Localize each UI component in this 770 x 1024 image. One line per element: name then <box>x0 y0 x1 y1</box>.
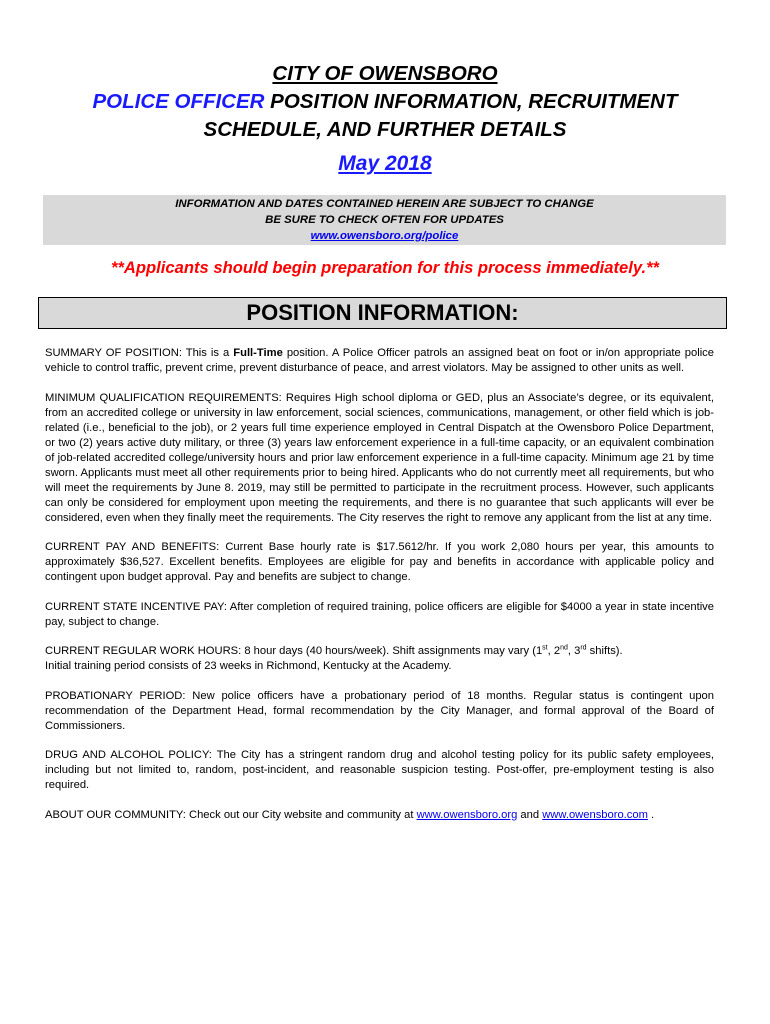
work-hours-lead: CURRENT REGULAR WORK HOURS: 8 hour days (40 hours/week). Shift assignments may vary (1 <box>45 645 543 657</box>
police-website-link[interactable]: www.owensboro.org/police <box>310 230 459 242</box>
full-time-emphasis: Full-Time <box>233 347 283 359</box>
minimum-qualifications-paragraph: MINIMUM QUALIFICATION REQUIREMENTS: Requires High school diploma or GED, plus an Associate’s degree, or its equivalent, from an accredited college or university in law enforcement, social sciences, communications, management, or other field which is job-related (i.e., beneficial to the job), or 2 years full time experience employed in Central Dispatch at the Owensboro Police Department, or two (2) years active duty military, or three (3) years law enforcement experience in a full-time capacity, or an equivalent combination of job-related accredited college/university hours and prior law enforcement experience in a full-time capacity. Minimum age 21 by time sworn. Applicants must meet all other requirements prior to being hired. Applicants who do not currently meet all requirements, but who will meet the requirements by June 8. 2019, may still be permitted to participate in the recruitment process. However, such applicants can only be considered for employment upon meeting the requirements, and there is no guarantee that such applicants will ever be considered, even when they finally meet the requirements. The City reserves the right to remove any applicant from the list at any time. <box>45 391 714 524</box>
owensboro-com-link[interactable]: www.owensboro.com <box>542 808 648 821</box>
work-hours-sep-2: , 3 <box>567 645 581 657</box>
summary-label: SUMMARY OF POSITION: This is a <box>45 347 234 359</box>
training-period-text: Initial training period consists of 23 weeks in Richmond, Kentucky at the Academy. <box>45 660 452 672</box>
work-hours-tail: shifts). <box>586 645 623 657</box>
ordinal-3rd: rd <box>580 644 587 652</box>
ordinal-2nd: nd <box>560 644 568 652</box>
change-notice-box <box>43 195 726 245</box>
position-details <box>45 346 714 837</box>
community-end: . <box>647 808 655 821</box>
section-heading-position-information: POSITION INFORMATION: <box>38 297 727 329</box>
community-paragraph <box>45 808 714 823</box>
work-hours-sep-1: , 2 <box>547 645 561 657</box>
position-title-line <box>0 88 770 116</box>
drug-alcohol-paragraph: DRUG AND ALCOHOL POLICY: The City has a stringent random drug and alcohol testing policy for its public safety employees, including but not limited to, random, post-incident, and reasonable suspicion testing. Post-offer, pre-employment testing is also required. <box>45 749 714 791</box>
position-title-rest: POSITION INFORMATION, RECRUITMENT <box>264 90 678 113</box>
document-date: May 2018 <box>338 152 432 175</box>
city-title: CITY OF OWENSBORO <box>272 62 498 85</box>
ordinal-1st: st <box>542 644 548 652</box>
police-officer-highlight: POLICE OFFICER <box>92 90 265 113</box>
probationary-paragraph: PROBATIONARY PERIOD: New police officers have a probationary period of 18 months. Regular status is contingent upon recommendation of the Department Head, formal recommendation by the City Manager, and formal approval of the Board of Commissioners. <box>45 689 714 732</box>
summary-paragraph <box>45 346 714 376</box>
state-incentive-paragraph: CURRENT STATE INCENTIVE PAY: After completion of required training, police officers are eligible for $4000 a year in state incentive pay, subject to change. <box>45 600 714 628</box>
applicants-preparation-note: **Applicants should begin preparation for this process immediately.** <box>110 258 659 277</box>
community-text: ABOUT OUR COMMUNITY: Check out our City website and community at <box>45 808 417 821</box>
title-block <box>0 60 770 178</box>
community-and: and <box>517 808 543 821</box>
notice-line-1: INFORMATION AND DATES CONTAINED HEREIN ARE SUBJECT TO CHANGE <box>175 198 594 210</box>
schedule-title: SCHEDULE, AND FURTHER DETAILS <box>203 118 567 141</box>
owensboro-org-link[interactable]: www.owensboro.org <box>416 808 518 821</box>
pay-benefits-paragraph: CURRENT PAY AND BENEFITS: Current Base hourly rate is $17.5612/hr. If you work 2,080 hours per year, this amounts to approximately $36,527. Excellent benefits. Employees are eligible for pay and benefits in accordance with applicable policy and contingent upon budget approval. Pay and benefits are subject to change. <box>45 541 714 583</box>
work-hours-paragraph <box>45 644 714 674</box>
notice-line-2: BE SURE TO CHECK OFTEN FOR UPDATES <box>265 214 504 226</box>
summary-text: position. A Police Officer patrols an assigned beat on foot or in/on appropriate police vehicle to control traffic, prevent crime, prevent disturbance of peace, and arrest violators. May be assigned to other units as well. <box>45 347 714 374</box>
